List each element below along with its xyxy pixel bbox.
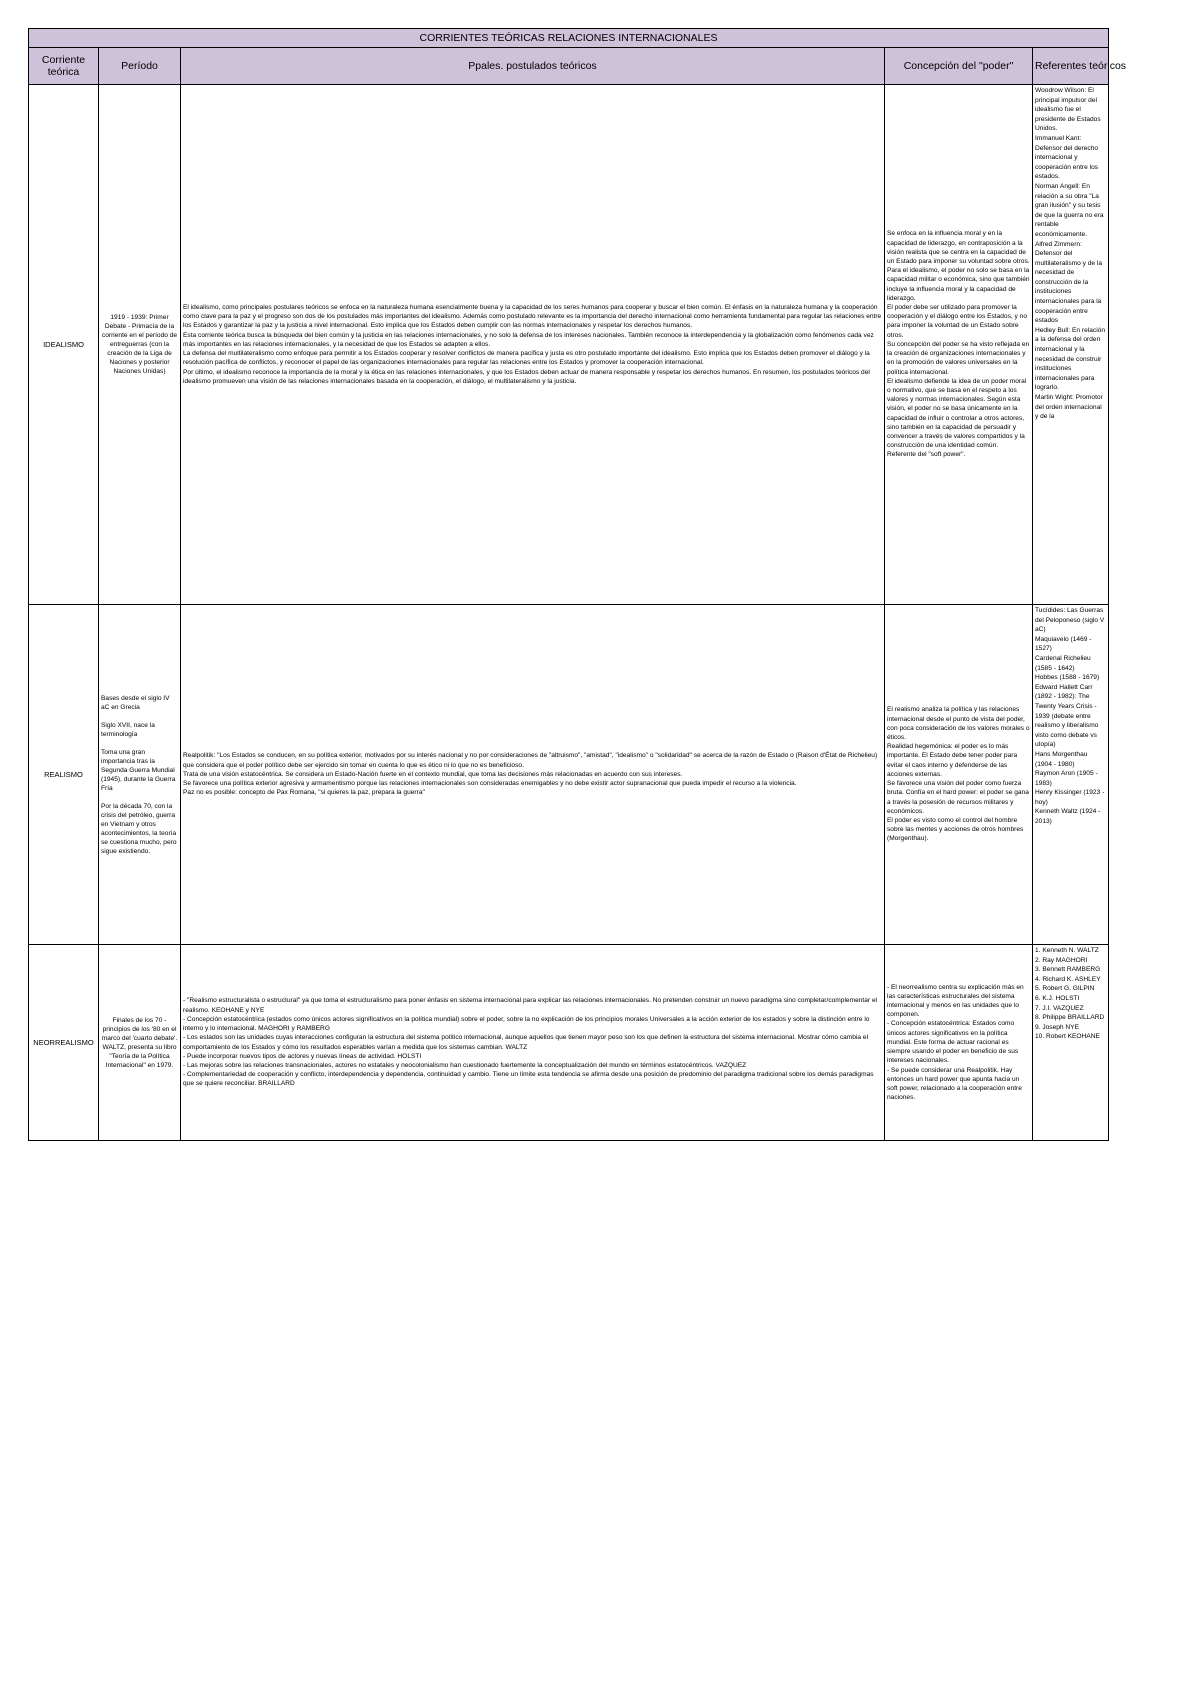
poder-text: Se enfoca en la influencia moral y en la capacidad de liderazgo, en contraposición a la visión realista que se centra en la capacidad de un Estado para imponer su voluntad sobre otros. Para el idealismo, el poder no solo se basa en la capacidad militar o económica, sino que también incluye la influencia moral y la capacidad de liderazgo. El poder debe ser utilizado para promover la cooperación y el diálogo entre los Estados, y no para imponer la voluntad de un Estado sobre otros. Su concepción del poder se ha visto reflejada en la creación de organizaciones internacionales y en la promoción de valores universales en la política internacional. El idealismo defiende la idea de un poder moral o normativo, que se basa en el respeto a los valores y normas internacionales. Según esta visión, el poder no se basa únicamente en la capacidad de influir o controlar a otros actores, sino también en la capacidad de persuadir y convencer a través de valores compartidos y la construcción de una identidad común. Referente del "soft power".	[887, 230, 1030, 459]
postulados-cell[interactable]	[181, 85, 885, 605]
periodo-text: Finales de los 70 - principios de los '80 en el marco del 'cuarto debate'. WALTZ, presenta su libro "Teoría de la Política Internacional" en 1979.	[101, 1016, 178, 1069]
header-corriente[interactable]: Corriente teórica	[29, 48, 99, 85]
periodo-cell[interactable]	[99, 945, 181, 1141]
row-name: REALISMO	[44, 770, 83, 779]
periodo-cell[interactable]	[99, 85, 181, 605]
periodo-text: 1919 - 1939: Primer Debate - Primacía de la corriente en el período de entreguerras (con la creación de la Liga de Naciones y posterior Naciones Unidas)	[101, 314, 178, 375]
table-row	[29, 945, 1109, 1141]
referentes-cell[interactable]	[1033, 605, 1109, 945]
referentes-text: 1. Kenneth N. WALTZ 2. Ray MAGHORI 3. Bennett RAMBERG 4. Richard K. ASHLEY 5. Robert G. GILPIN 6. K.J. HOLSTI 7. J.I. VAZQUEZ 8. Philippe BRAILLARD 9. Joseph NYE 10. Robert KEOHANE	[1035, 947, 1105, 1041]
theories-table	[28, 28, 1127, 1141]
poder-cell[interactable]	[885, 945, 1033, 1141]
table-row	[29, 85, 1109, 605]
postulados-text: Realpolitik: "Los Estados se conducen, en su política exterior, motivados por su interés nacional y no por consideraciones de "altruismo", "amistad", "idealismo" o "solidaridad" se acerca de la razón de Estado o (Raison d'État de Richelieu) que considera que el poder político debe ser ejercido sin tomar en cuenta lo que es ético ni lo que no es beneficioso. Trata de una visión estatocéntrica. Se considera un Estado-Nación fuerte en el contexto mundial, que toma las decisiones más relacionadas en acuerdo con sus intereses. Se favorece una política exterior agresiva y armamentismo porque las relaciones internacionales son consideradas enemigables y no debe existir actor supranacional que pueda impedir el recurso a la violencia. Paz no es posible: concepto de Pax Romana, "si quieres la paz, prepara la guerra"	[183, 752, 878, 797]
periodo-text: Bases desde el siglo IV aC en Grecia Siglo XVII, nace la terminología Toma una gran importancia tras la Segunda Guerra Mundial (1945), durante la Guerra Fría Por la década 70, con la crisis del petróleo, guerra en Vietnam y otros acontecimientos, la teoría se cuestiona mucho, pero sigue existiendo.	[101, 694, 177, 855]
table-row	[29, 605, 1109, 945]
row-name-cell[interactable]	[29, 605, 99, 945]
header-referentes[interactable]: Referentes teóricos	[1033, 48, 1109, 85]
referentes-cell[interactable]	[1033, 945, 1109, 1141]
header-postulados[interactable]: Ppales. postulados teóricos	[181, 48, 885, 85]
row-name-cell[interactable]	[29, 945, 99, 1141]
poder-cell[interactable]	[885, 85, 1033, 605]
postulados-cell[interactable]	[181, 605, 885, 945]
referentes-text: Woodrow Wilson: El principal impulsor del idealismo fue el presidente de Estados Unidos. Immanuel Kant: Defensor del derecho internacional y cooperación entre los estados. Norman Angell: En relación a su obra "La gran ilusión" y su tesis de que la guerra no era rentable económicamente. Alfred Zimmern: Defensor del multilateralismo y de la necesidad de construcción de la instituciones internacionales para la cooperación entre estados Hedley Bull: En relación a la defensa del orden internacional y la necesidad de construir instituciones internacionales para lograrlo. Martin Wight: Promotor del orden internacional y de la	[1035, 87, 1106, 421]
postulados-text: El idealismo, como principales postulares teóricos se enfoca en la naturaleza humana esencialmente buena y la capacidad de los seres humanos para cooperar y buscar el bien común. El énfasis en la naturaleza humana y la cooperación como clave para la paz y el progreso son dos de los postulados más importantes del idealismo. Además como postulado relevante es la importancia del derecho internacional como herramienta fundamental para regular las relaciones entre los Estados y garantizar la paz y la justicia a nivel internacional. Esto implica que los Estados deben cumplir con las normas internacionales y respetar los derechos humanos. Esta corriente teórica busca la búsqueda del bien común y la justicia en las relaciones internacionales, y no solo la defensa de los intereses nacionales. También reconoce la interdependencia y la globalización como fenómenos cada vez más importantes en las relaciones internacionales, y la necesidad de que los Estados se adapten a ellos. La defensa del multilateralismo como enfoque para permitir a los Estados cooperar y resolver conflictos de manera pacífica y justa es otro postulado importante del idealismo. Esto implica que los Estados deben promover el diálogo y la resolución pacífica de conflictos, y reconocer el papel de las organizaciones internacionales para regular las relaciones entre los Estados y promover la cooperación internacional. Por último, el idealismo reconoce la importancia de la moral y la ética en las relaciones internacionales, y que los Estados deben actuar de manera responsable y respetar los derechos humanos. En resumen, los postulados teóricos del idealismo promueven una visión de las relaciones internacionales basada en la cooperación, el diálogo, el multilateralismo y la justicia.	[183, 304, 882, 385]
table-title: CORRIENTES TEÓRICAS RELACIONES INTERNACIONALES	[29, 29, 1109, 48]
periodo-cell[interactable]	[99, 605, 181, 945]
row-name: NEORREALISMO	[33, 1038, 94, 1047]
header-periodo[interactable]: Período	[99, 48, 181, 85]
postulados-text: - "Realismo estructuralista o estructural" ya que toma el estructuralismo para poner énfasis en sistema internacional para explicar las relaciones internacionales. No pretenden construir un nuevo paradigma sino completar/complementar el realismo. KEOHANE y NYE - Concepción estatocéntrica (estados como únicos actores significativos en la política mundial) sobre el poder, sobre la no explicación de los principios morales Universales a la acción exterior de los estados y sobre la distinción entre lo interno y lo internacional. MAGHORI y RAMBERG - Los estados son las unidades cuyas interacciones configuran la estructura del sistema político internacional, aunque aquellos que tienen mayor peso son los que definen la estructura del sistema internacional. Mostrar cómo cambia el comportamiento de los Estados y cómo los resultados esperables varían a medida que los sistemas cambian. WALTZ - Puede incorporar nuevos tipos de actores y nuevas líneas de actividad. HOLSTI - Las mejoras sobre las relaciones transnacionales, actores no estatales y neocolonialismo han cuestionado fuertemente la conceptualización del mundo en términos estatocéntricos. VAZQUEZ - Complementariedad de cooperación y conflicto, interdependencia y dependencia, continuidad y cambio. Tiene un límite esta tendencia se afirma desde una posición de predominio del paradigma tradicional sobre los demás paradigmas que se quiere reconciliar. BRAILLARD	[183, 997, 878, 1088]
poder-text: - El neorrealismo centra su explicación más en las características estructurales del sistema internacional y menos en las unidades que lo componen. - Concepción estatocéntrica: Estados como únicos actores significativos en la política mundial. Este forma de actuar racional es siempre usando el poder en beneficio de sus intereses nacionales. - Se puede considerar una Realpolitik. Hay entonces un hard power que apunta hacia un soft power, relacionado a la cooperación entre naciones.	[887, 983, 1024, 1102]
referentes-cell[interactable]	[1033, 85, 1109, 605]
row-name-cell[interactable]	[29, 85, 99, 605]
poder-text: El realismo analiza la política y las relaciones internacional desde el punto de vista del poder, con poca consideración de los valores morales o éticos. Realidad hegemónica: el poder es lo más importante. El Estado debe tener poder para evitar el caos interno y defenderse de las acciones externas. Se favorece una visión del poder como fuerza bruta. Confía en el hard power: el poder se gana a través la posesión de recursos militares y económicos. El poder es visto como el control del hombre sobre las mentes y acciones de otros hombres (Morgenthau).	[887, 706, 1030, 843]
postulados-cell[interactable]	[181, 945, 885, 1141]
header-poder[interactable]: Concepción del "poder"	[885, 48, 1033, 85]
spreadsheet-sheet	[28, 28, 1127, 1141]
row-name: IDEALISMO	[43, 340, 84, 349]
poder-cell[interactable]	[885, 605, 1033, 945]
referentes-text: Tucídides: Las Guerras del Peloponeso (siglo V aC) Maquiavelo (1469 - 1527) Cardenal Richelieu (1585 - 1642) Hobbes (1588 - 1679) Edward Hallett Carr (1892 - 1982): The Twenty Years Crisis - 1939 (debate entre realismo y liberalismo visto como debate vs utopía) Hans Morgenthau (1904 - 1980) Raymon Aron (1905 - 1983) Henry Kissinger (1923 - hoy) Kenneth Waltz (1924 - 2013)	[1035, 607, 1105, 826]
title-row	[29, 29, 1109, 48]
header-row	[29, 48, 1109, 85]
